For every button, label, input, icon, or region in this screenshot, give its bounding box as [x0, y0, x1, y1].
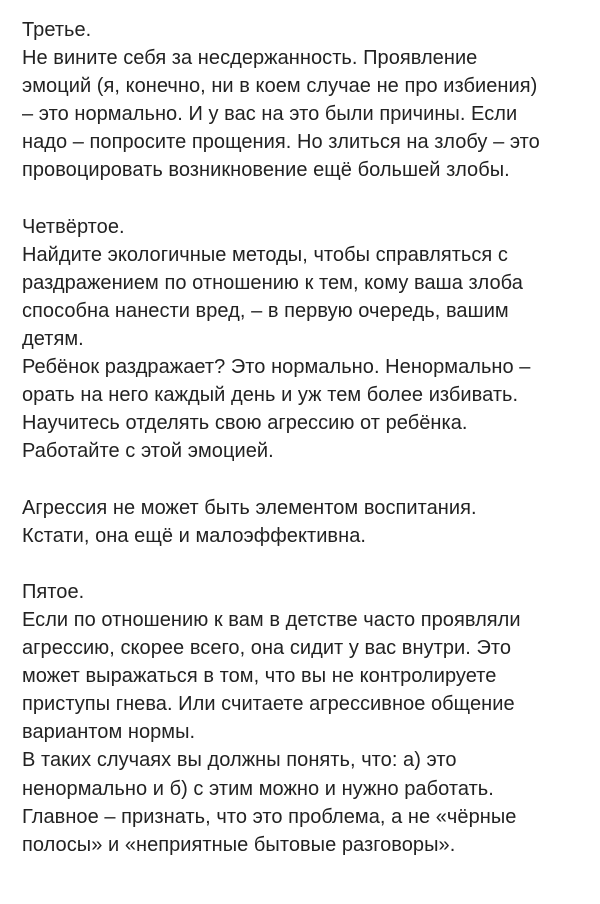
text-line: надо – попросите прощения. Но злиться на злобу – это: [22, 131, 540, 154]
text-line: Главное – признать, что это проблема, а не «чёрные: [22, 805, 517, 828]
text-line: Агрессия не может быть элементом воспитания.: [22, 496, 477, 519]
text-line: вариантом нормы.: [22, 721, 196, 744]
paragraph-gap: [22, 185, 594, 213]
section-heading-fourth: Четвёртое.: [22, 215, 125, 238]
text-line: раздражением по отношению к тем, кому ваша злоба: [22, 271, 523, 294]
paragraph-gap: [22, 550, 594, 578]
text-line: Научитесь отделять свою агрессию от ребёнка.: [22, 412, 468, 435]
text-line: детям.: [22, 328, 84, 351]
article-body: [22, 16, 594, 859]
text-line: приступы гнева. Или считаете агрессивное общение: [22, 693, 515, 716]
text-line: полосы» и «неприятные бытовые разговоры».: [22, 833, 456, 856]
text-line: Кстати, она ещё и малоэффективна.: [22, 524, 366, 547]
text-line: Работайте с этой эмоцией.: [22, 440, 274, 463]
text-line: агрессию, скорее всего, она сидит у вас внутри. Это: [22, 637, 512, 660]
text-line: может выражаться в том, что вы не контролируете: [22, 665, 497, 688]
paragraph-gap: [22, 466, 594, 494]
text-line: Найдите экологичные методы, чтобы справляться с: [22, 243, 508, 266]
section-heading-fifth: Пятое.: [22, 580, 85, 603]
text-line: способна нанести вред, – в первую очередь, вашим: [22, 299, 509, 322]
text-line: Не вините себя за несдержанность. Проявление: [22, 47, 478, 70]
text-line: эмоций (я, конечно, ни в коем случае не про избиения): [22, 75, 538, 98]
text-line: В таких случаях вы должны понять, что: а) это: [22, 749, 457, 772]
text-line: провоцировать возникновение ещё большей злобы.: [22, 159, 510, 182]
text-line: орать на него каждый день и уж тем более избивать.: [22, 384, 519, 407]
text-line: Если по отношению к вам в детстве часто проявляли: [22, 608, 521, 631]
text-line: ненормально и б) с этим можно и нужно работать.: [22, 777, 494, 800]
text-line: – это нормально. И у вас на это были причины. Если: [22, 103, 518, 126]
text-line: Ребёнок раздражает? Это нормально. Ненормально –: [22, 356, 531, 379]
section-heading-third: Третье.: [22, 19, 92, 41]
